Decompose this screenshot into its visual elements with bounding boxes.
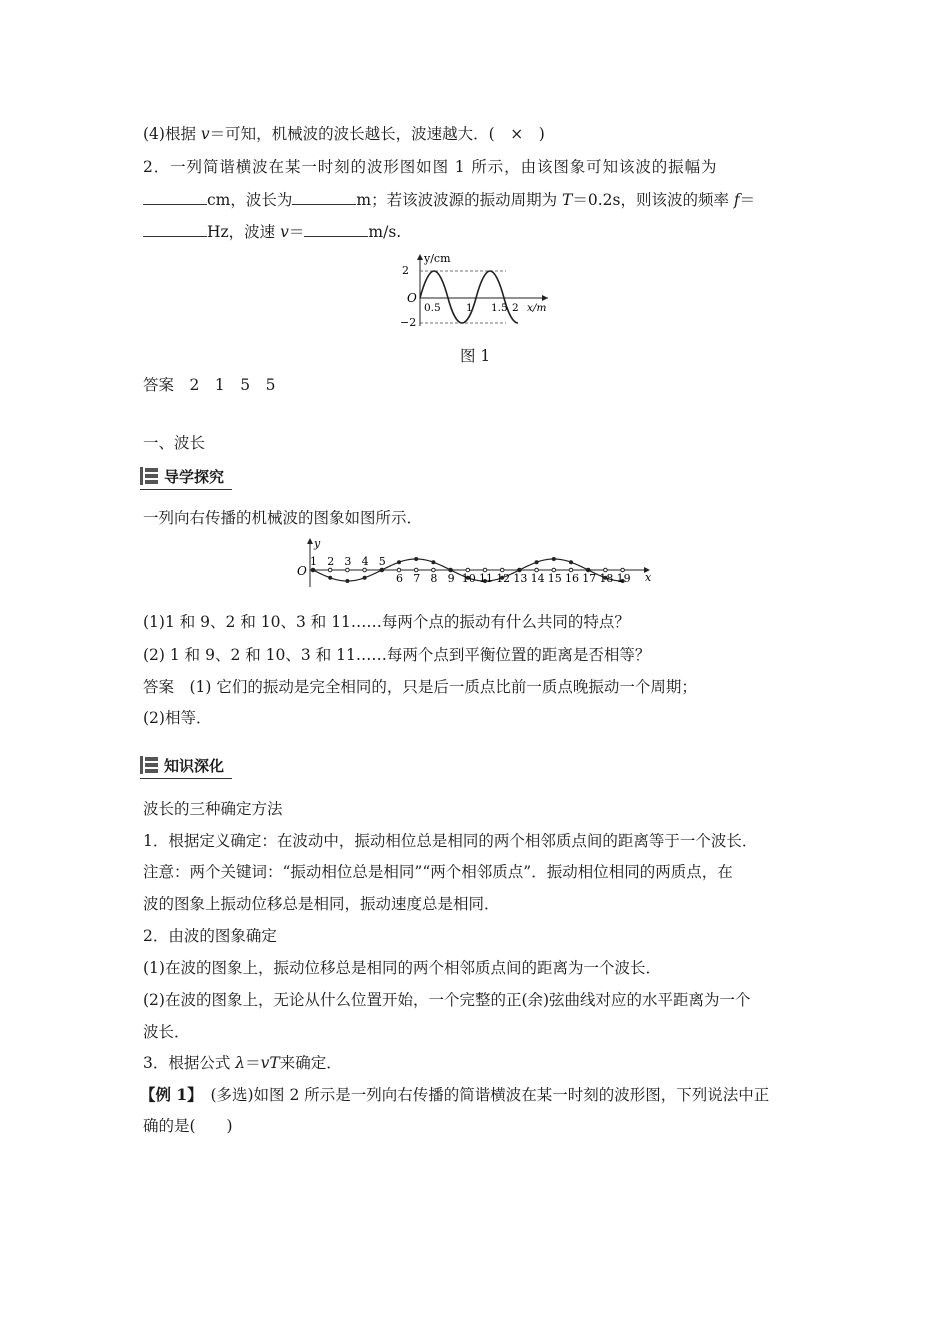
fig2-label-9: 9: [447, 572, 455, 585]
var-T: T: [562, 191, 573, 209]
figure-1-caption: 图 1: [460, 347, 491, 365]
var-v2: v: [280, 223, 289, 241]
fig2-label-7: 7: [413, 572, 421, 585]
section-header-icon: [140, 467, 158, 485]
fig2-label-10: 10: [461, 572, 476, 585]
fig2-point-2: [328, 576, 332, 580]
header-guided-inquiry: [140, 465, 224, 487]
fig1-xlabel: x/m: [527, 302, 547, 314]
answer-2-line2: (2)相等．: [143, 709, 212, 727]
q2-l2d: ＝: [739, 191, 756, 209]
var-vT: vT: [260, 1054, 280, 1072]
header-knowledge-deepening-label: 知识深化: [164, 756, 225, 775]
knowledge-note-1: 注意：两个关键词：“振动相位总是相同”“两个相邻质点”．振动相位相同的两质点，在: [143, 863, 733, 881]
cross-mark: ×: [510, 125, 524, 143]
question-2-line3: [143, 222, 401, 242]
example-tag: 【例 1】: [140, 1085, 195, 1104]
fig2-label-18: 18: [599, 572, 614, 585]
fig2-origin: O: [297, 564, 307, 578]
amplitude-blank[interactable]: [143, 190, 207, 205]
fig2-label-12: 12: [496, 572, 511, 585]
k3-post: 来确定．: [279, 1054, 342, 1072]
fig1-x-arrow: [542, 295, 548, 301]
k3-eq: ＝: [245, 1054, 261, 1072]
fig2-axis-tick-2: [328, 568, 332, 572]
fig2-label-4: 4: [361, 555, 369, 568]
fig1-tick-0: 0.5: [424, 302, 441, 314]
fig2-label-6: 6: [396, 572, 403, 585]
statement-4-mid: ＝可知，机械波的波长越长，波速越大．(: [209, 125, 511, 143]
fig2-point-16: [569, 560, 573, 564]
header-underline: [140, 778, 232, 779]
fig2-label-2: 2: [327, 555, 335, 568]
fig1-ylabel: y/cm: [424, 252, 451, 265]
knowledge-item-2-1: (1)在波的图象上，振动位移总是相同的两个相邻质点间的距离为一个波长．: [143, 959, 661, 977]
fig2-axis-tick-4: [363, 568, 367, 572]
question-1: (1)1 和 9、2 和 10、3 和 11……每两个点的振动有什么共同的特点？: [143, 613, 630, 631]
q2-l3a: Hz，波速: [207, 223, 281, 241]
fig2-label-19: 19: [616, 572, 631, 585]
fig2-point-7: [414, 557, 418, 561]
statement-4-post: ): [523, 125, 545, 143]
section-title-wavelength: 一、波长: [143, 434, 206, 452]
knowledge-item-1: 1．根据定义确定：在波动中，振动相位总是相同的两个相邻质点间的距离等于一个波长．: [143, 832, 758, 850]
fig2-point-3: [345, 579, 349, 583]
fig2-label-1: 1: [310, 555, 317, 568]
fig2-axis-tick-3: [346, 568, 350, 572]
var-v: v: [200, 125, 210, 143]
knowledge-item-2-2a: (2)在波的图象上，无论从什么位置开始，一个完整的正(余)弦曲线对应的水平距离为一个: [143, 991, 751, 1009]
header-guided-inquiry-label: 导学探究: [164, 467, 225, 486]
fig1-tick-3: 2: [512, 302, 519, 314]
fig2-label-5: 5: [378, 555, 386, 568]
header-knowledge-deepening: [140, 754, 224, 776]
wavelength-blank[interactable]: [292, 190, 356, 205]
fig2-point-5: [380, 568, 384, 572]
fig2-label-14: 14: [530, 572, 545, 585]
q2-l3b: ＝: [288, 223, 305, 241]
section-header-icon: [140, 756, 158, 774]
question-2: (2) 1 和 9、2 和 10、3 和 11……每两个点到平衡位置的距离是否相等？: [143, 646, 651, 664]
frequency-blank[interactable]: [143, 222, 207, 237]
figure-2-wave-points: [294, 535, 658, 589]
fig2-ylabel: y: [314, 537, 321, 550]
fig1-tick-2: 1.5: [491, 302, 508, 314]
q2-l3c: m/s.: [368, 223, 402, 241]
fig2-label-15: 15: [547, 572, 562, 585]
var-f: f: [733, 191, 740, 209]
fig2-label-16: 16: [565, 572, 579, 585]
fig2-label-8: 8: [430, 572, 438, 585]
fig1-y-pos: 2: [402, 264, 409, 277]
q2-l2c: ＝0.2s，则该波的频率: [572, 191, 734, 209]
fig2-y-arrow: [307, 538, 313, 544]
fig1-origin: O: [407, 291, 417, 305]
knowledge-title: 波长的三种确定方法: [143, 800, 283, 818]
fig2-label-17: 17: [582, 572, 597, 585]
fig2-point-4: [363, 576, 367, 580]
var-lambda: λ: [235, 1054, 246, 1072]
question-2-line1: 2．一列简谐横波在某一时刻的波形图如图 1 所示，由该图象可知该波的振幅为: [143, 158, 718, 176]
speed-blank[interactable]: [304, 222, 368, 237]
fig2-point-8: [431, 560, 435, 564]
knowledge-item-2: 2．由波的图象确定: [143, 927, 277, 945]
k3-pre: 3．根据公式: [143, 1054, 236, 1072]
knowledge-item-2-2b: 波长．: [143, 1023, 190, 1041]
fig2-point-15: [552, 557, 556, 561]
fig2-label-3: 3: [344, 555, 352, 568]
knowledge-note-2: 波的图象上振动位移总是相同，振动速度总是相同．: [143, 895, 500, 913]
figure-1-wave-graph: [396, 250, 556, 330]
intro-text: 一列向右传播的机械波的图象如图所示．: [143, 509, 423, 527]
header-underline: [140, 489, 232, 490]
statement-4-pre: (4)根据: [143, 125, 201, 143]
fig2-xlabel: x: [645, 571, 652, 584]
q2-l2b: m；若该波波源的振动周期为: [356, 191, 563, 209]
q2-l2a: cm，波长为: [207, 191, 293, 209]
fig1-y-neg: −2: [400, 316, 417, 329]
answer-2-line1: 答案 (1) 它们的振动是完全相同的，只是后一质点比前一质点晚振动一个周期；: [143, 678, 697, 696]
fig2-label-11: 11: [479, 572, 493, 585]
fig2-label-13: 13: [513, 572, 528, 585]
statement-4: [143, 124, 545, 144]
fig2-point-14: [535, 560, 539, 564]
example-1-line2: 确的是( ): [143, 1117, 233, 1135]
fig2-point-6: [397, 560, 401, 564]
answer-1: 答案 2 1 5 5: [143, 376, 276, 394]
fig1-wave-curve: [420, 271, 518, 323]
question-2-line2: [143, 190, 755, 210]
fig1-y-arrow: [417, 254, 423, 260]
fig2-point-1: [311, 568, 315, 572]
fig1-tick-1: 1: [466, 302, 473, 314]
example-1-text: (多选)如图 2 所示是一列向右传播的简谐横波在某一时刻的波形图，下列说法中正: [194, 1086, 770, 1104]
example-1-line1: [140, 1085, 769, 1105]
knowledge-item-3: [143, 1053, 342, 1073]
